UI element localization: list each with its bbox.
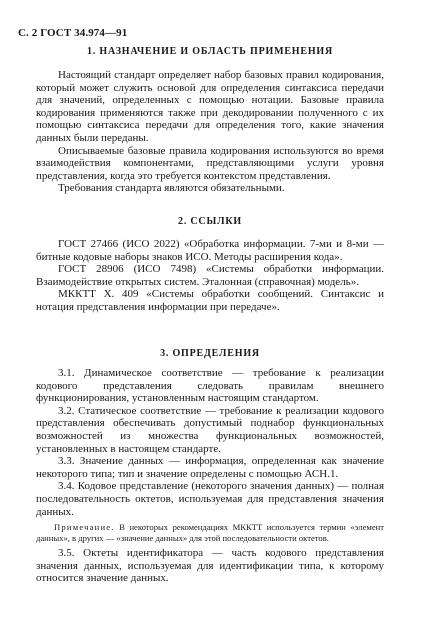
page-header: С. 2 ГОСТ 34.974—91 <box>18 27 128 39</box>
section-title-definitions: 3. ОПРЕДЕЛЕНИЯ <box>160 348 260 359</box>
section-body-purpose <box>36 69 384 195</box>
section-body-references <box>36 238 384 314</box>
paragraph: Настоящий стандарт определяет набор базовых правил кодирования, который может служить основой для определения синтаксиса передачи для значений, определенных с помощью нотации. Базовые правила кодирования применяются также при декодировании полученного с их помощью синтаксиса передачи для определения того, какие значения данных были переданы. <box>36 69 384 144</box>
definition-item: 3.1. Динамическое соответствие — требование к реализации кодового представления следовать правилам внешнего функционирования, установленным настоящим стандартом. <box>36 367 384 405</box>
section-title-references: 2. ССЫЛКИ <box>178 216 242 227</box>
definition-item: 3.3. Значение данных — информация, определенная как значение некоторого типа; тип и значение определены с помощью АСН.1. <box>36 455 384 480</box>
section-body-definitions <box>36 367 384 585</box>
definition-item: 3.5. Октеты идентификатора — часть кодового представления значения данных, используемая для идентификации типа, к которому относится значение данных. <box>36 547 384 585</box>
note-label: Примечание. <box>54 522 115 533</box>
section-title-purpose: 1. НАЗНАЧЕНИЕ И ОБЛАСТЬ ПРИМЕНЕНИЯ <box>86 46 334 57</box>
note <box>36 522 384 543</box>
paragraph: Описываемые базовые правила кодирования используются во время взаимодействия компонентами, представляющими услуги уровня представления, когда это требуется контекстом представления. <box>36 144 384 182</box>
reference-item: МККТТ Х. 409 «Системы обработки сообщений. Синтаксис и нотация представления информации при передаче». <box>36 288 384 313</box>
paragraph: Требования стандарта являются обязательными. <box>58 182 285 195</box>
reference-item: ГОСТ 28906 (ИСО 7498) «Системы обработки информации. Взаимодействие открытых систем. Эталонная (справочная) модель». <box>36 263 384 288</box>
definition-item: 3.2. Статическое соответствие — требование к реализации кодового представления обеспечивать допустимый поднабор функциональных возможностей из множества функциональных возможностей, установленных в настоящем стандарте. <box>36 404 384 455</box>
note-text: В некоторых рекомендациях МККТТ используется термин «элемент данных», в других — «значение данных» для этой последовательности октетов. <box>36 522 384 543</box>
definition-item: 3.4. Кодовое представление (некоторого значения данных) — полная последовательность октетов, используемая для представления значения данных. <box>36 480 384 518</box>
reference-item: ГОСТ 27466 (ИСО 2022) «Обработка информации. 7-ми и 8-ми — битные кодовые наборы знаков ИСО. Методы расширения кода». <box>36 238 384 263</box>
